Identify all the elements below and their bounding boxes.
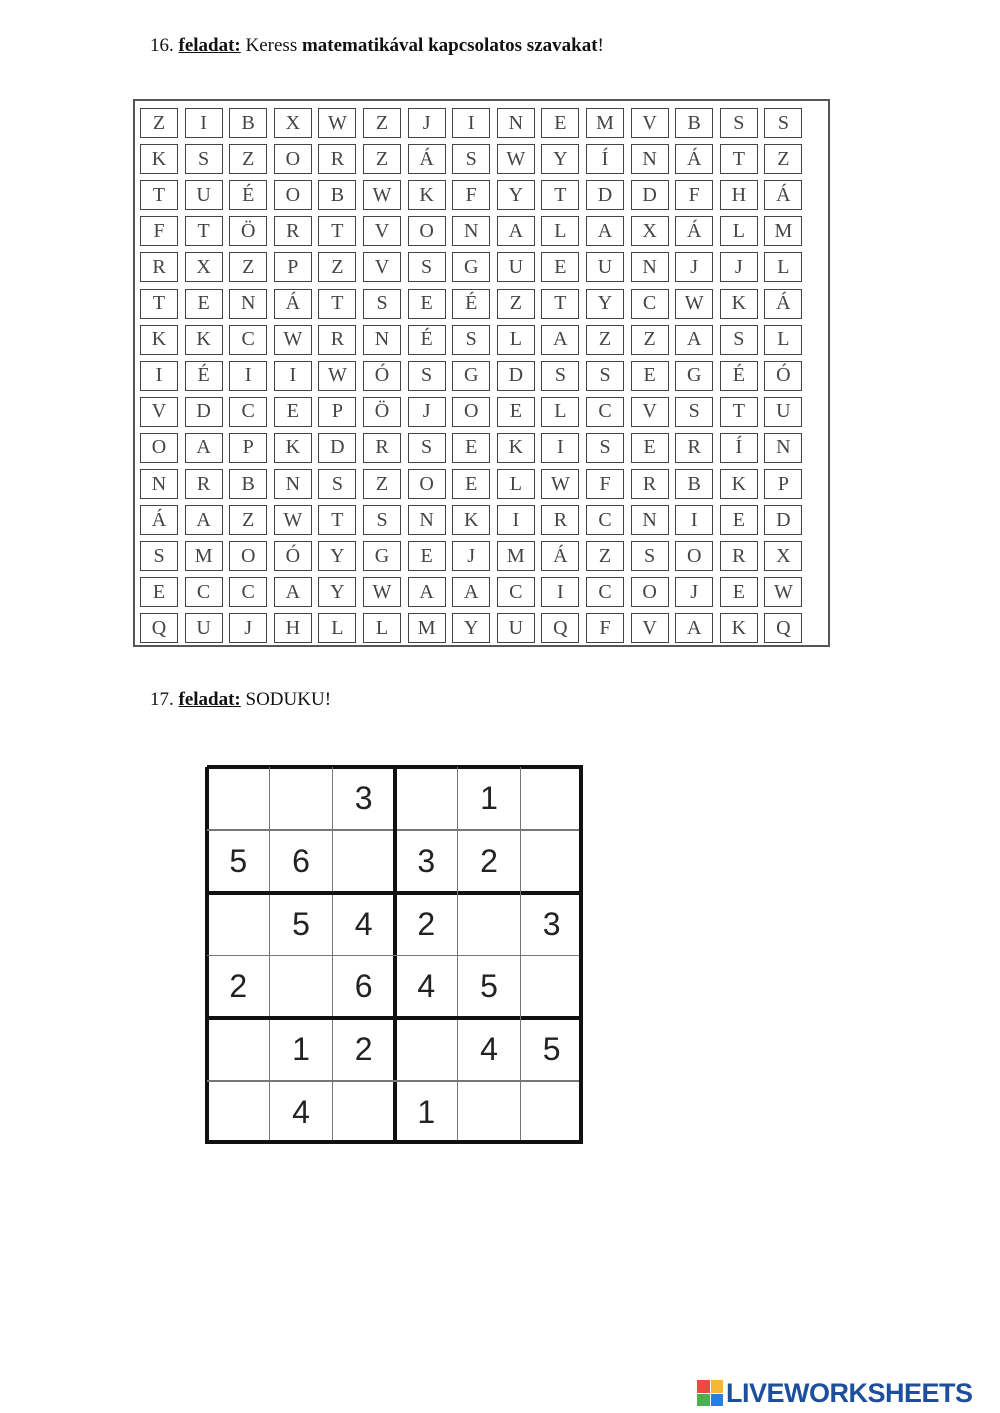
word-search-cell: H	[274, 613, 312, 643]
logo-square-2	[711, 1380, 724, 1393]
word-search-cell: B	[229, 108, 267, 138]
word-search-cell: S	[185, 144, 223, 174]
word-search-cell: Á	[675, 216, 713, 246]
word-search-cell: K	[140, 144, 178, 174]
word-search-cell: N	[631, 505, 669, 535]
word-search-cell: L	[764, 325, 802, 355]
word-search-cell: É	[452, 289, 490, 319]
word-search-cell: M	[185, 541, 223, 571]
word-search-cell: U	[185, 180, 223, 210]
word-search-cell: X	[631, 216, 669, 246]
word-search-cell: N	[408, 505, 446, 535]
word-search-cell: G	[675, 361, 713, 391]
word-search-cell: É	[408, 325, 446, 355]
word-search-cell: Á	[274, 289, 312, 319]
word-search-cell: D	[631, 180, 669, 210]
word-search-cell: I	[274, 361, 312, 391]
sudoku-cell: 5	[480, 968, 498, 1005]
word-search-cell: T	[140, 180, 178, 210]
word-search-cell: D	[764, 505, 802, 535]
word-search-cell: K	[720, 613, 758, 643]
word-search-cell: S	[720, 325, 758, 355]
sudoku-cell[interactable]	[520, 1081, 583, 1144]
word-search-cell: E	[720, 577, 758, 607]
word-search-cell: Y	[541, 144, 579, 174]
sudoku-cell: 4	[354, 905, 373, 942]
word-search-cell: E	[408, 541, 446, 571]
word-search-cell: Á	[675, 144, 713, 174]
word-search-cell: E	[631, 361, 669, 391]
word-search-cell: A	[185, 433, 223, 463]
word-search-cell: I	[497, 505, 535, 535]
sudoku-cell: 6	[354, 968, 373, 1005]
word-search-cell: M	[408, 613, 446, 643]
word-search-cell: W	[274, 505, 312, 535]
word-search-cell: N	[140, 469, 178, 499]
sudoku-cell: 4	[292, 1094, 310, 1131]
word-search-cell: E	[140, 577, 178, 607]
word-search-cell: Z	[497, 289, 535, 319]
task-16-text: Keress	[245, 35, 298, 56]
sudoku-cell[interactable]	[332, 1081, 395, 1144]
word-search-cell: Y	[318, 541, 356, 571]
word-search-cell: G	[363, 541, 401, 571]
word-search-cell: K	[720, 469, 758, 499]
sudoku-vertical-line	[579, 767, 583, 1144]
word-search-cell: W	[318, 361, 356, 391]
sudoku-cell[interactable]	[270, 767, 333, 830]
word-search-cell: P	[764, 469, 802, 499]
sudoku-cell: 2	[480, 842, 498, 879]
word-search-cell: S	[140, 541, 178, 571]
word-search-cell: T	[140, 289, 178, 319]
word-search-cell: S	[586, 361, 624, 391]
word-search-cell: J	[229, 613, 267, 643]
word-search-cell: G	[452, 361, 490, 391]
task-17-label: feladat:	[178, 689, 241, 710]
word-search-cell: F	[452, 180, 490, 210]
word-search-cell: W	[675, 289, 713, 319]
word-search-cell: S	[675, 397, 713, 427]
word-search-cell: C	[185, 577, 223, 607]
word-search-cell: Q	[541, 613, 579, 643]
word-search-cell: R	[185, 469, 223, 499]
word-search-cell: B	[675, 469, 713, 499]
sudoku-cell[interactable]	[207, 1081, 270, 1144]
sudoku-cell: 5	[542, 1031, 561, 1068]
sudoku-horizontal-line	[207, 1080, 583, 1082]
word-search-cell: Z	[363, 469, 401, 499]
word-search-cell: Q	[764, 613, 802, 643]
word-search-cell: Y	[452, 613, 490, 643]
liveworksheets-logo-icon	[697, 1380, 723, 1406]
word-search-cell: E	[452, 433, 490, 463]
word-search-cell: E	[720, 505, 758, 535]
task-17-number: 17.	[150, 689, 174, 710]
word-search-cell: K	[408, 180, 446, 210]
word-search-cell: T	[541, 180, 579, 210]
word-search-cell: F	[140, 216, 178, 246]
task-16-number: 16.	[150, 35, 174, 56]
word-search-cell: O	[408, 216, 446, 246]
word-search-cell: K	[140, 325, 178, 355]
word-search-cell: I	[229, 361, 267, 391]
word-search-cell: S	[408, 252, 446, 282]
word-search-cell: P	[318, 397, 356, 427]
word-search-cell: L	[541, 397, 579, 427]
word-search-cell: D	[318, 433, 356, 463]
word-search-cell: K	[497, 433, 535, 463]
word-search-cell: I	[541, 577, 579, 607]
word-search-cell: Ó	[764, 361, 802, 391]
word-search-cell: W	[764, 577, 802, 607]
word-search-cell: E	[274, 397, 312, 427]
word-search-cell: Y	[497, 180, 535, 210]
word-search-cell: K	[452, 505, 490, 535]
word-search-cell: R	[140, 252, 178, 282]
word-search-cell: I	[452, 108, 490, 138]
word-search-cell: C	[229, 325, 267, 355]
word-search-cell: V	[363, 252, 401, 282]
word-search-cell: E	[497, 397, 535, 427]
sudoku-cell: 1	[292, 1031, 310, 1068]
word-search-cell: Z	[229, 144, 267, 174]
word-search-cell: J	[675, 577, 713, 607]
word-search-cell: T	[720, 144, 758, 174]
word-search-cell: E	[631, 433, 669, 463]
sudoku-cell: 1	[480, 779, 498, 816]
word-search-cell: Ó	[363, 361, 401, 391]
word-search-cell: R	[274, 216, 312, 246]
word-search-cell: Z	[140, 108, 178, 138]
word-search-cell: C	[229, 397, 267, 427]
logo-square-1	[697, 1380, 710, 1393]
word-search-cell: N	[229, 289, 267, 319]
sudoku-cell[interactable]	[520, 767, 583, 830]
word-search-cell: R	[318, 144, 356, 174]
word-search-cell: O	[408, 469, 446, 499]
word-search-cell: M	[497, 541, 535, 571]
word-search-cell: T	[720, 397, 758, 427]
word-search-cell: S	[408, 433, 446, 463]
word-search-cell: Z	[363, 108, 401, 138]
word-search-cell: J	[452, 541, 490, 571]
word-search-cell: L	[363, 613, 401, 643]
word-search-cell: O	[452, 397, 490, 427]
sudoku-cell[interactable]	[207, 1018, 270, 1081]
task-16-bold-text: matematikával kapcsolatos szavakat	[301, 35, 598, 56]
word-search-cell: J	[675, 252, 713, 282]
word-search-cell: Á	[764, 180, 802, 210]
word-search-cell: Á	[541, 541, 579, 571]
word-search-cell: K	[720, 289, 758, 319]
word-search-cell: S	[720, 108, 758, 138]
word-search-cell: A	[497, 216, 535, 246]
word-search-cell: F	[675, 180, 713, 210]
word-search-cell: Z	[363, 144, 401, 174]
word-search-cell: Ö	[363, 397, 401, 427]
word-search-cell: U	[586, 252, 624, 282]
sudoku-cell: 4	[480, 1031, 498, 1068]
word-search-cell: J	[408, 108, 446, 138]
word-search-cell: Ó	[274, 541, 312, 571]
word-search-cell: L	[720, 216, 758, 246]
word-search-cell: V	[631, 108, 669, 138]
word-search-cell: P	[274, 252, 312, 282]
logo-square-4	[711, 1394, 724, 1407]
word-search-cell: B	[318, 180, 356, 210]
sudoku-horizontal-line	[207, 955, 583, 957]
word-search-cell: B	[675, 108, 713, 138]
word-search-cell: Ö	[229, 216, 267, 246]
word-search-cell: T	[318, 289, 356, 319]
sudoku-cell: 2	[229, 968, 248, 1005]
task-16-label: feladat:	[178, 35, 241, 56]
word-search-cell: E	[541, 108, 579, 138]
sudoku-cell: 3	[354, 779, 373, 816]
word-search-cell: K	[185, 325, 223, 355]
word-search-cell: A	[675, 325, 713, 355]
word-search-cell: S	[541, 361, 579, 391]
word-search-cell: R	[541, 505, 579, 535]
word-search-cell: S	[363, 289, 401, 319]
word-search-cell: T	[185, 216, 223, 246]
word-search-cell: Z	[586, 541, 624, 571]
word-search-cell: R	[318, 325, 356, 355]
word-search-cell: V	[631, 613, 669, 643]
word-search-cell: D	[586, 180, 624, 210]
word-search-cell: R	[675, 433, 713, 463]
word-search-cell: Z	[764, 144, 802, 174]
word-search-cell: U	[497, 613, 535, 643]
word-search-cell: O	[140, 433, 178, 463]
sudoku-cell[interactable]	[458, 893, 521, 956]
word-search-grid	[133, 99, 830, 647]
sudoku-cell[interactable]	[207, 767, 270, 830]
word-search-cell: S	[452, 325, 490, 355]
sudoku-cell: 5	[292, 905, 310, 942]
word-search-cell: R	[363, 433, 401, 463]
word-search-cell: L	[541, 216, 579, 246]
word-search-cell: W	[363, 180, 401, 210]
word-search-cell: G	[452, 252, 490, 282]
word-search-cell: F	[586, 613, 624, 643]
word-search-cell: N	[497, 108, 535, 138]
word-search-cell: A	[185, 505, 223, 535]
sudoku-cell: 3	[542, 905, 561, 942]
word-search-cell: V	[363, 216, 401, 246]
word-search-cell: A	[274, 577, 312, 607]
word-search-cell: B	[229, 469, 267, 499]
word-search-cell: C	[631, 289, 669, 319]
sudoku-grid	[207, 767, 583, 1144]
word-search-cell: O	[274, 180, 312, 210]
word-search-cell: T	[541, 289, 579, 319]
sudoku-cell[interactable]	[520, 830, 583, 893]
word-search-cell: E	[408, 289, 446, 319]
word-search-cell: N	[764, 433, 802, 463]
sudoku-cell[interactable]	[458, 1081, 521, 1144]
word-search-cell: P	[229, 433, 267, 463]
word-search-cell: C	[586, 505, 624, 535]
word-search-cell: N	[631, 144, 669, 174]
word-search-cell: I	[675, 505, 713, 535]
word-search-cell: O	[274, 144, 312, 174]
word-search-cell: L	[497, 469, 535, 499]
word-search-cell: S	[318, 469, 356, 499]
word-search-cell: N	[274, 469, 312, 499]
word-search-cell: Z	[229, 252, 267, 282]
sudoku-cell: 3	[417, 842, 436, 879]
word-search-cell: O	[631, 577, 669, 607]
sudoku-cell: 5	[229, 842, 248, 879]
word-search-cell: V	[631, 397, 669, 427]
word-search-cell: X	[764, 541, 802, 571]
sudoku-cell: 6	[292, 842, 310, 879]
word-search-cell: N	[631, 252, 669, 282]
word-search-cell: E	[185, 289, 223, 319]
word-search-cell: N	[363, 325, 401, 355]
logo-square-3	[697, 1394, 710, 1407]
word-search-cell: C	[497, 577, 535, 607]
word-search-cell: X	[185, 252, 223, 282]
word-search-cell: I	[140, 361, 178, 391]
word-search-cell: L	[318, 613, 356, 643]
word-search-cell: R	[631, 469, 669, 499]
word-search-cell: E	[452, 469, 490, 499]
sudoku-cell[interactable]	[395, 1018, 458, 1081]
word-search-cell: Z	[586, 325, 624, 355]
word-search-cell: M	[764, 216, 802, 246]
word-search-cell: W	[274, 325, 312, 355]
word-search-cell: V	[140, 397, 178, 427]
word-search-cell: D	[497, 361, 535, 391]
word-search-cell: K	[274, 433, 312, 463]
word-search-cell: O	[229, 541, 267, 571]
word-search-cell: Y	[318, 577, 356, 607]
word-search-cell: Á	[764, 289, 802, 319]
word-search-cell: A	[586, 216, 624, 246]
word-search-cell: N	[452, 216, 490, 246]
sudoku-vertical-line	[457, 767, 459, 1144]
word-search-cell: Á	[408, 144, 446, 174]
word-search-cell: S	[764, 108, 802, 138]
word-search-cell: É	[720, 361, 758, 391]
word-search-cell: R	[720, 541, 758, 571]
word-search-cell: I	[541, 433, 579, 463]
word-search-cell: W	[363, 577, 401, 607]
word-search-cell: M	[586, 108, 624, 138]
word-search-cell: Q	[140, 613, 178, 643]
word-search-cell: L	[497, 325, 535, 355]
word-search-cell: É	[229, 180, 267, 210]
liveworksheets-logo	[697, 1378, 973, 1408]
word-search-cell: F	[586, 469, 624, 499]
word-search-cell: X	[274, 108, 312, 138]
word-search-cell: W	[318, 108, 356, 138]
word-search-cell: O	[675, 541, 713, 571]
word-search-cell: A	[675, 613, 713, 643]
word-search-cell: D	[185, 397, 223, 427]
task-16-title	[150, 34, 604, 58]
word-search-cell: Á	[140, 505, 178, 535]
word-search-cell: E	[541, 252, 579, 282]
word-search-cell: A	[408, 577, 446, 607]
liveworksheets-logo-text: LIVEWORKSHEETS	[726, 1377, 973, 1408]
word-search-cell: T	[318, 505, 356, 535]
word-search-cell: A	[452, 577, 490, 607]
sudoku-cell[interactable]	[270, 956, 333, 1019]
word-search-cell: J	[408, 397, 446, 427]
word-search-cell: H	[720, 180, 758, 210]
task-17-text: SODUKU!	[245, 689, 332, 710]
sudoku-cell: 1	[417, 1094, 436, 1131]
sudoku-vertical-line	[520, 767, 522, 1144]
word-search-cell: Í	[586, 144, 624, 174]
word-search-cell: É	[185, 361, 223, 391]
sudoku-cell: 2	[354, 1031, 373, 1068]
word-search-cell: S	[452, 144, 490, 174]
word-search-cell: S	[631, 541, 669, 571]
word-search-cell: W	[497, 144, 535, 174]
word-search-cell: Z	[229, 505, 267, 535]
word-search-cell: L	[764, 252, 802, 282]
sudoku-cell: 2	[417, 905, 436, 942]
task-16-exclamation: !	[597, 35, 604, 56]
word-search-cell: S	[363, 505, 401, 535]
sudoku-horizontal-line	[207, 1140, 583, 1144]
word-search-cell: W	[541, 469, 579, 499]
word-search-cell: C	[586, 397, 624, 427]
sudoku-cell[interactable]	[395, 767, 458, 830]
word-search-cell: S	[408, 361, 446, 391]
word-search-cell: A	[541, 325, 579, 355]
word-search-cell: C	[229, 577, 267, 607]
sudoku-cell: 4	[417, 968, 436, 1005]
word-search-cell: Z	[318, 252, 356, 282]
word-search-cell: U	[497, 252, 535, 282]
task-17-title	[150, 688, 331, 712]
word-search-cell: Y	[586, 289, 624, 319]
word-search-cell: T	[318, 216, 356, 246]
word-search-cell: I	[185, 108, 223, 138]
sudoku-cell[interactable]	[332, 830, 395, 893]
word-search-cell: Z	[631, 325, 669, 355]
word-search-cell: Í	[720, 433, 758, 463]
word-search-cell: J	[720, 252, 758, 282]
word-search-cell: S	[586, 433, 624, 463]
word-search-cell: C	[586, 577, 624, 607]
word-search-cell: U	[764, 397, 802, 427]
word-search-cell: U	[185, 613, 223, 643]
sudoku-horizontal-line	[207, 1016, 583, 1020]
sudoku-cell[interactable]	[207, 893, 270, 956]
sudoku-cell[interactable]	[520, 956, 583, 1019]
